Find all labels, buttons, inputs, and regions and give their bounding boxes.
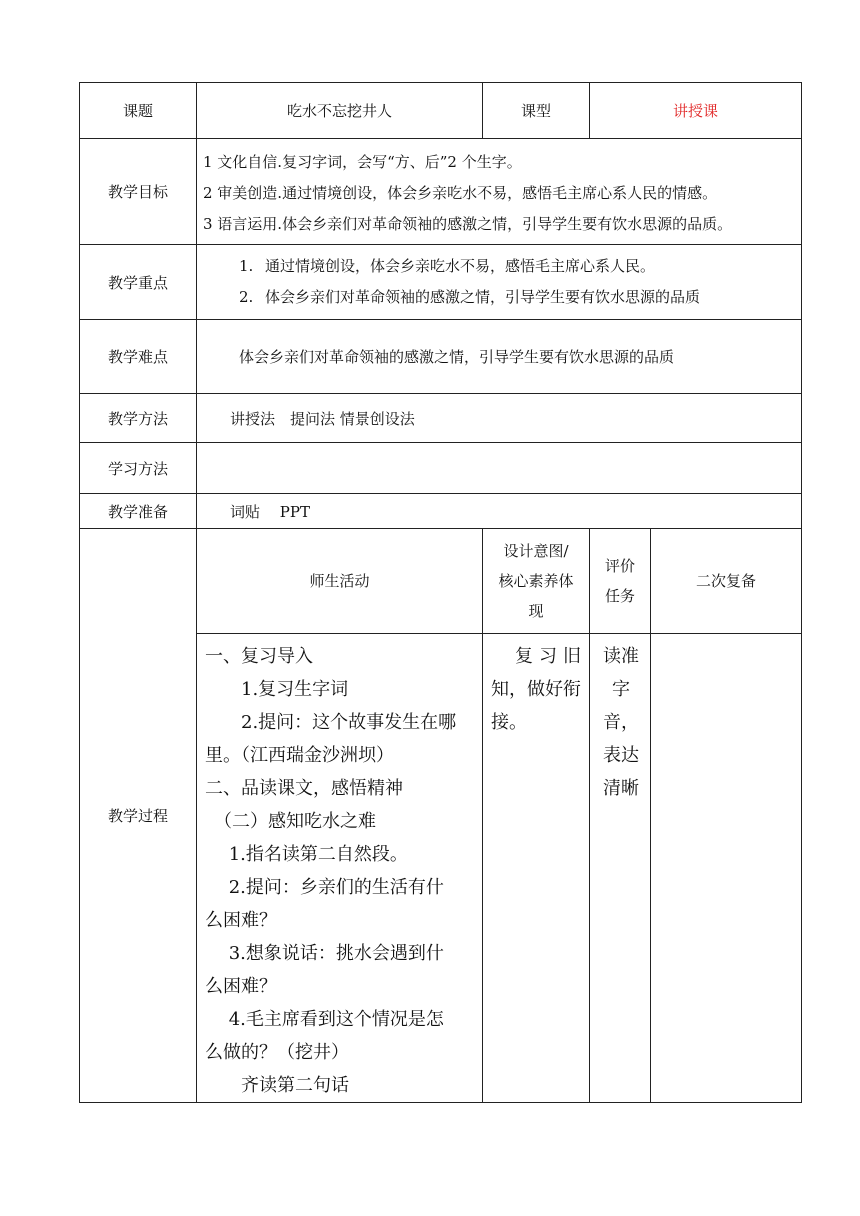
- key-points-row: [80, 245, 802, 320]
- process-line: 么困难？: [205, 976, 277, 997]
- process-line: 二、品读课文，感悟精神: [205, 778, 403, 799]
- goals-label: 教学目标: [80, 139, 197, 245]
- process-line: 1.复习生字词: [205, 679, 349, 700]
- design-intent: 复习旧知，做好衔接。: [483, 634, 590, 1103]
- difficulties-label: 教学难点: [80, 320, 197, 394]
- lesson-plan-table: [79, 82, 802, 1103]
- design-header: 设计意图/ 核心素养体 现: [483, 529, 590, 634]
- process-line: 4.毛主席看到这个情况是怎: [205, 1009, 444, 1030]
- learning-method-row: [80, 443, 802, 494]
- process-activities: [197, 634, 483, 1103]
- teaching-method-label: 教学方法: [80, 394, 197, 443]
- key-point-item: 1. 通过情境创设，体会乡亲吃水不易，感悟毛主席心系人民。: [239, 257, 656, 275]
- teaching-method-text: 讲授法 提问法 情景创设法: [197, 394, 802, 443]
- process-line: 一、复习导入: [205, 646, 313, 667]
- process-line: 么做的？（挖井）: [205, 1042, 349, 1063]
- type-label: 课型: [483, 83, 590, 139]
- process-line: （二）感知吃水之难: [205, 811, 376, 832]
- preparation-label: 教学准备: [80, 494, 197, 529]
- process-line: 里。（江西瑞金沙洲坝）: [205, 745, 394, 766]
- difficulties-row: [80, 320, 802, 394]
- activity-header: 师生活动: [197, 529, 483, 634]
- topic-label: 课题: [80, 83, 197, 139]
- process-line: 2.提问：乡亲们的生活有什: [205, 877, 444, 898]
- process-header-row: [80, 529, 802, 634]
- goal-item: 3 语言运用.体会乡亲们对革命领袖的感激之情，引导学生要有饮水思源的品质。: [203, 215, 733, 233]
- goals-row: [80, 139, 802, 245]
- process-line: 齐读第二句话: [205, 1075, 349, 1096]
- difficulties-text: 体会乡亲们对革命领袖的感激之情，引导学生要有饮水思源的品质: [197, 320, 802, 394]
- teaching-method-row: [80, 394, 802, 443]
- goals-cell: [197, 139, 802, 245]
- process-line: 么困难？: [205, 910, 277, 931]
- process-line: 1.指名读第二自然段。: [205, 844, 408, 865]
- type-value: 讲授课: [590, 83, 802, 139]
- second-prep-cell: [651, 634, 802, 1103]
- preparation-text: 词贴 PPT: [197, 494, 802, 529]
- key-points-label: 教学重点: [80, 245, 197, 320]
- preparation-row: [80, 494, 802, 529]
- process-line: 3.想象说话：挑水会遇到什: [205, 943, 444, 964]
- second-prep-header: 二次复备: [651, 529, 802, 634]
- process-label: 教学过程: [80, 529, 197, 1103]
- learning-method-label: 学习方法: [80, 443, 197, 494]
- key-points-cell: [197, 245, 802, 320]
- eval-header: 评价 任务: [590, 529, 651, 634]
- topic-value: 吃水不忘挖井人: [197, 83, 483, 139]
- topic-row: [80, 83, 802, 139]
- goal-item: 2 审美创造.通过情境创设，体会乡亲吃水不易，感悟毛主席心系人民的情感。: [203, 184, 718, 202]
- key-point-item: 2. 体会乡亲们对革命领袖的感激之情，引导学生要有饮水思源的品质: [239, 288, 701, 306]
- learning-method-text: [197, 443, 802, 494]
- goal-item: 1 文化自信.复习字词，会写“方、后”2 个生字。: [203, 153, 522, 171]
- process-line: 2.提问：这个故事发生在哪: [205, 712, 457, 733]
- eval-task: 读准 字 音， 表达 清晰: [590, 634, 651, 1103]
